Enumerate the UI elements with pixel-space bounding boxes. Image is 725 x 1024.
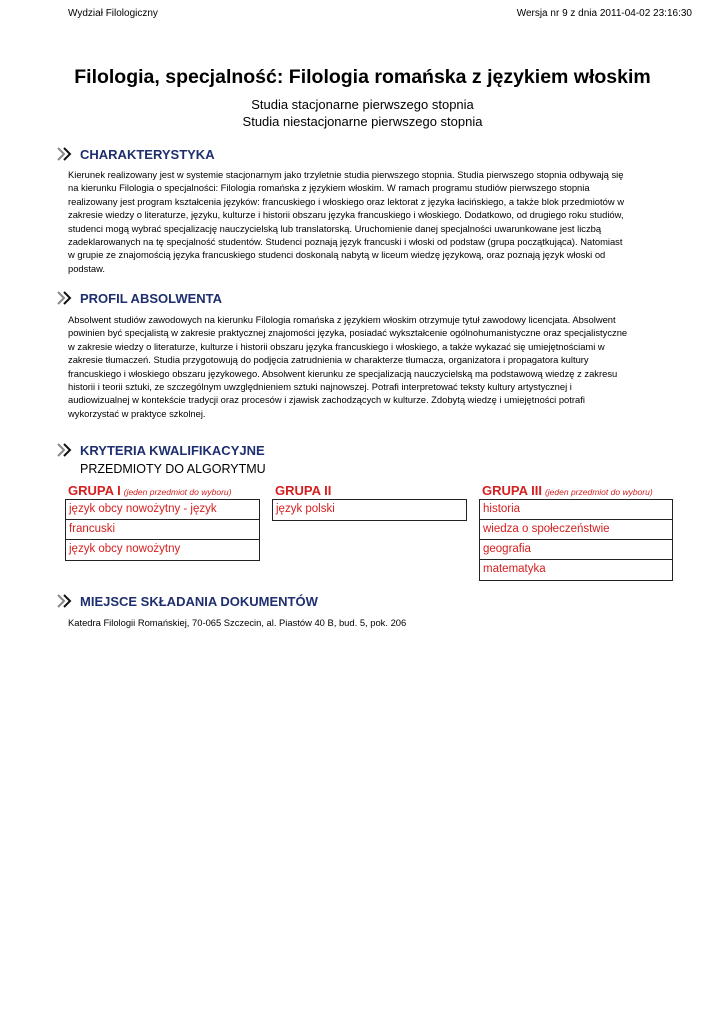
group-2-name: GRUPA II	[275, 483, 332, 498]
text-line: na kierunku Filologia o specjalności: Filologia romańska z językiem włoskim. W ramach programu studiów pierwszego stopnia	[68, 182, 590, 194]
group-1-item: język obcy nowożytny	[69, 543, 181, 555]
section-title-kryteria: KRYTERIA KWALIFIKACYJNE	[80, 442, 265, 458]
double-chevron-right-icon	[56, 147, 74, 161]
group-2-table	[272, 499, 467, 521]
group-1-name: GRUPA I	[68, 483, 121, 498]
group-3-item: geografia	[480, 540, 672, 560]
text-line: zakresie wiedzy o literaturze, języku, kulturze i historii obszaru języka francuskiego i włoskiego. Dodatkowo, od drugiego roku studiów,	[68, 209, 624, 221]
section-header-profil	[56, 289, 222, 307]
text-line: audiowizualnej w kontekście tradycji oraz procesów i zjawisk zachodzących w kulturze. Zdobytą wiedzę i umiejętności potrafi	[68, 394, 585, 406]
text-line: historii i teorii sztuki, ze szczególnym uwzględnieniem sztuki najnowszej. Potrafi interpretować teksty kultury artystycznej i	[68, 381, 572, 393]
group-1-table	[65, 499, 260, 561]
section-title-miejsce: MIEJSCE SKŁADANIA DOKUMENTÓW	[80, 593, 318, 609]
group-3-label	[482, 483, 653, 498]
group-3-note: (jeden przedmiot do wyboru)	[544, 487, 653, 497]
page-title: Filologia, specjalność: Filologia romańska z językiem włoskim	[74, 66, 651, 88]
group-2-item: język polski	[276, 503, 335, 515]
section-title-profil: PROFIL ABSOLWENTA	[80, 290, 223, 306]
group-2-label	[275, 483, 331, 498]
faculty-name: Wydział Filologiczny	[68, 8, 158, 19]
text-line: zakresie tłumaczeń. Studia przygotowują do podjęcia zatrudnienia w charakterze tłumacza, organizatora i propagatora kultury	[68, 354, 589, 366]
group-1-note: (jeden przedmiot do wyboru)	[123, 487, 232, 497]
double-chevron-right-icon	[56, 594, 74, 608]
group-3-item: wiedza o społeczeństwie	[480, 520, 672, 540]
double-chevron-right-icon	[56, 443, 74, 457]
text-line: realizowany jest program kształcenia języków: francuskiego i włoskiego oraz lektorat z języka łacińskiego, a także blok przedmiotów w	[68, 195, 624, 207]
group-1-item: język obcy nowożytny - język	[66, 500, 259, 520]
group-3-item: matematyka	[483, 563, 546, 575]
double-chevron-right-icon	[56, 291, 74, 305]
text-line: podstaw.	[68, 262, 106, 274]
text-line: w grupie ze znajomością języka francuskiego studenci doskonalą nabytą w liceum wiedzę językową, oraz poznają język włoski od	[68, 249, 606, 261]
group-1-item: francuski	[66, 520, 259, 540]
address-text: Katedra Filologii Romańskiej, 70-065 Szczecin, al. Piastów 40 B, bud. 5, pok. 206	[68, 617, 407, 628]
section-header-miejsce	[56, 592, 318, 610]
subheading-algorithm-subjects: PRZEDMIOTY DO ALGORYTMU	[80, 462, 266, 476]
text-line: francuskiego i włoskiego obszaru językowego. Absolwent kierunku ze specjalizacją nauczycielską ma podstawową wiedzę z zakresu	[68, 367, 618, 379]
group-3-item: historia	[480, 500, 672, 520]
text-line: studenci mogą wybrać specjalizację nauczycielską lub translatorską. Uruchomienie danej specjalności uwarunkowane jest liczbą	[68, 222, 602, 234]
text-line: Absolwent studiów zawodowych na kierunku Filologia romańska z językiem włoskim otrzymuje tytuł zawodowy licencjata. Absolwent	[68, 314, 616, 325]
text-line: w zakresie wiedzy o literaturze, kulturze i historii obszaru języka francuskiego i włoskiego, a także wykazać się umiejętnościami w	[68, 340, 605, 352]
group-3-name: GRUPA III	[482, 483, 542, 498]
text-line: wykorzystać w praktyce szkolnej.	[68, 407, 206, 419]
section-header-charakterystyka	[56, 145, 215, 163]
paragraph-charakterystyka	[68, 168, 656, 275]
text-line: Kierunek realizowany jest w systemie stacjonarnym jako trzyletnie studia pierwszego stopnia. Studia pierwszego stopnia odbywają się	[68, 169, 624, 180]
section-title-charakterystyka: CHARAKTERYSTYKA	[80, 146, 215, 162]
section-header-kryteria	[56, 441, 265, 459]
text-line: zadeklarowanych na tę specjalność studentów. Studenci poznają język francuski i włoski od podstaw (grupa początkująca). Natomiast	[68, 236, 623, 248]
version-info: Wersja nr 9 z dnia 2011-04-02 23:16:30	[516, 8, 692, 19]
group-1-label	[68, 483, 231, 498]
group-3-table	[479, 499, 673, 581]
subtitle-full-time: Studia stacjonarne pierwszego stopnia	[251, 97, 474, 112]
subtitle-part-time: Studia niestacjonarne pierwszego stopnia	[242, 114, 483, 129]
paragraph-profil	[68, 313, 656, 420]
text-line: powinien być specjalistą w zakresie praktycznej znajomości języka, posiadać wykształcenie ogólnohumanistyczne oraz specjalistyczne	[68, 327, 628, 339]
